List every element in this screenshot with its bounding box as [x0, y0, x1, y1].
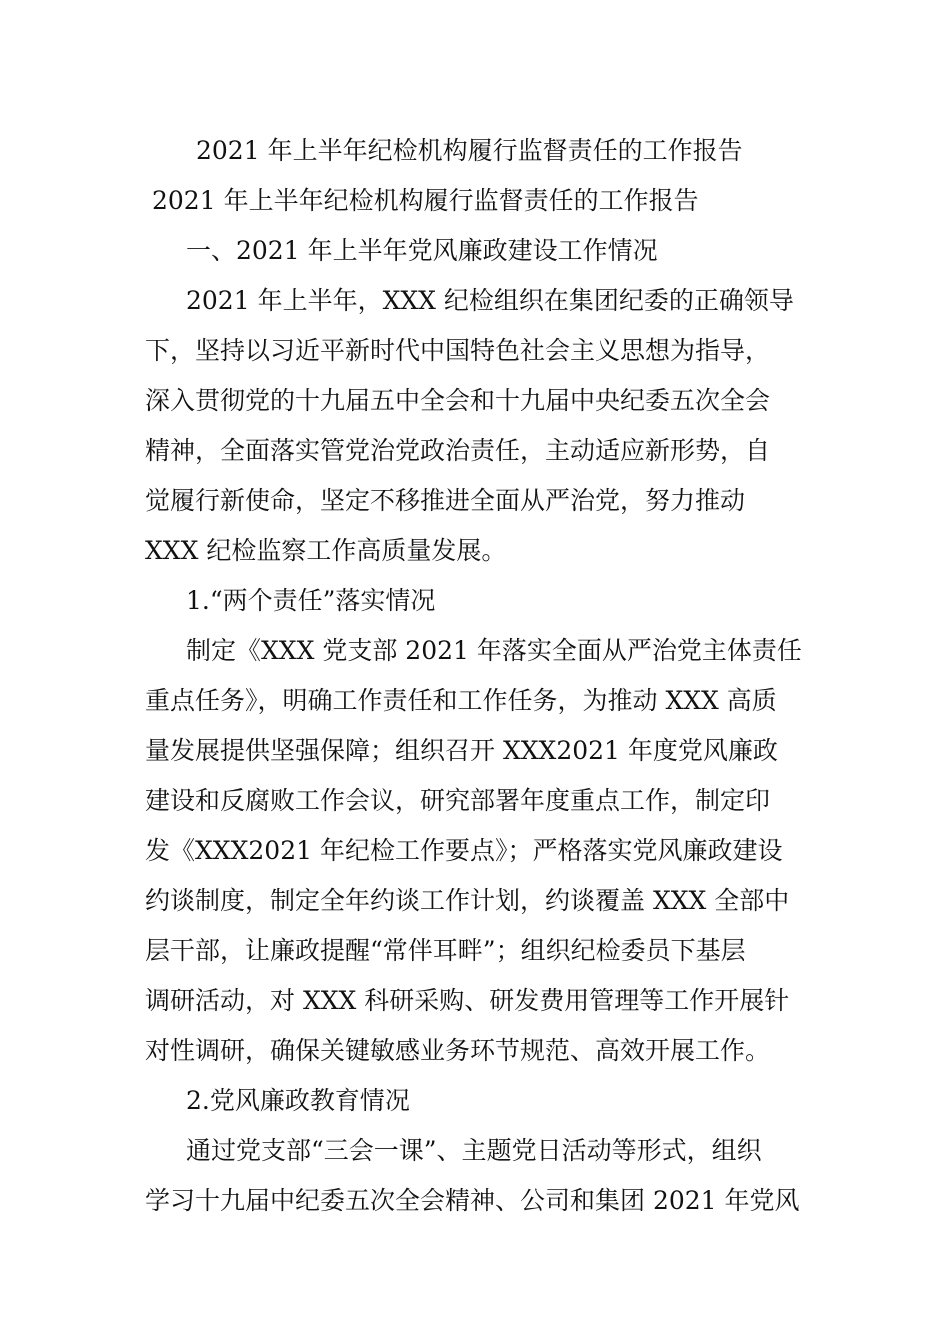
paragraph-line: 量发展提供坚强保障；组织召开 XXX2021 年度党风廉政: [145, 736, 778, 765]
paragraph-line: 对性调研，确保关键敏感业务环节规范、高效开展工作。: [145, 1036, 771, 1065]
paragraph-line: 下，坚持以习近平新时代中国特色社会主义思想为指导，: [145, 336, 771, 365]
subsection-heading-1: 1.“两个责任”落实情况: [186, 586, 436, 615]
paragraph-line: 建设和反腐败工作会议，研究部署年度重点工作，制定印: [145, 786, 771, 815]
paragraph-line: 精神，全面落实管党治党政治责任，主动适应新形势，自: [145, 436, 771, 465]
paragraph-line: 学习十九届中纪委五次全会精神、公司和集团 2021 年党风: [145, 1186, 800, 1215]
paragraph-line: 层干部，让廉政提醒“常伴耳畔”；组织纪检委员下基层: [145, 936, 746, 965]
document-subtitle: 2021 年上半年纪检机构履行监督责任的工作报告: [152, 186, 699, 215]
paragraph-line: 约谈制度，制定全年约谈工作计划，约谈覆盖 XXX 全部中: [145, 886, 790, 915]
paragraph-line: 调研活动，对 XXX 科研采购、研发费用管理等工作开展针: [145, 986, 790, 1015]
paragraph-line: 发《XXX2021 年纪检工作要点》；严格落实党风廉政建设: [145, 836, 783, 865]
subsection-heading-2: 2.党风廉政教育情况: [186, 1086, 410, 1115]
document-title: 2021 年上半年纪检机构履行监督责任的工作报告: [196, 136, 743, 165]
paragraph-line: 制定《XXX 党支部 2021 年落实全面从严治党主体责任: [186, 636, 802, 665]
paragraph-line: 通过党支部“三会一课”、主题党日活动等形式，组织: [186, 1136, 762, 1165]
paragraph-line: 重点任务》，明确工作责任和工作任务，为推动 XXX 高质: [145, 686, 777, 715]
paragraph-line: 觉履行新使命，坚定不移推进全面从严治党，努力推动: [145, 486, 746, 515]
section-heading-1: 一、2021 年上半年党风廉政建设工作情况: [186, 236, 658, 265]
paragraph-line: 深入贯彻党的十九届五中全会和十九届中央纪委五次全会: [145, 386, 771, 415]
paragraph-line: XXX 纪检监察工作高质量发展。: [145, 536, 507, 565]
paragraph-line: 2021 年上半年，XXX 纪检组织在集团纪委的正确领导: [186, 286, 794, 315]
